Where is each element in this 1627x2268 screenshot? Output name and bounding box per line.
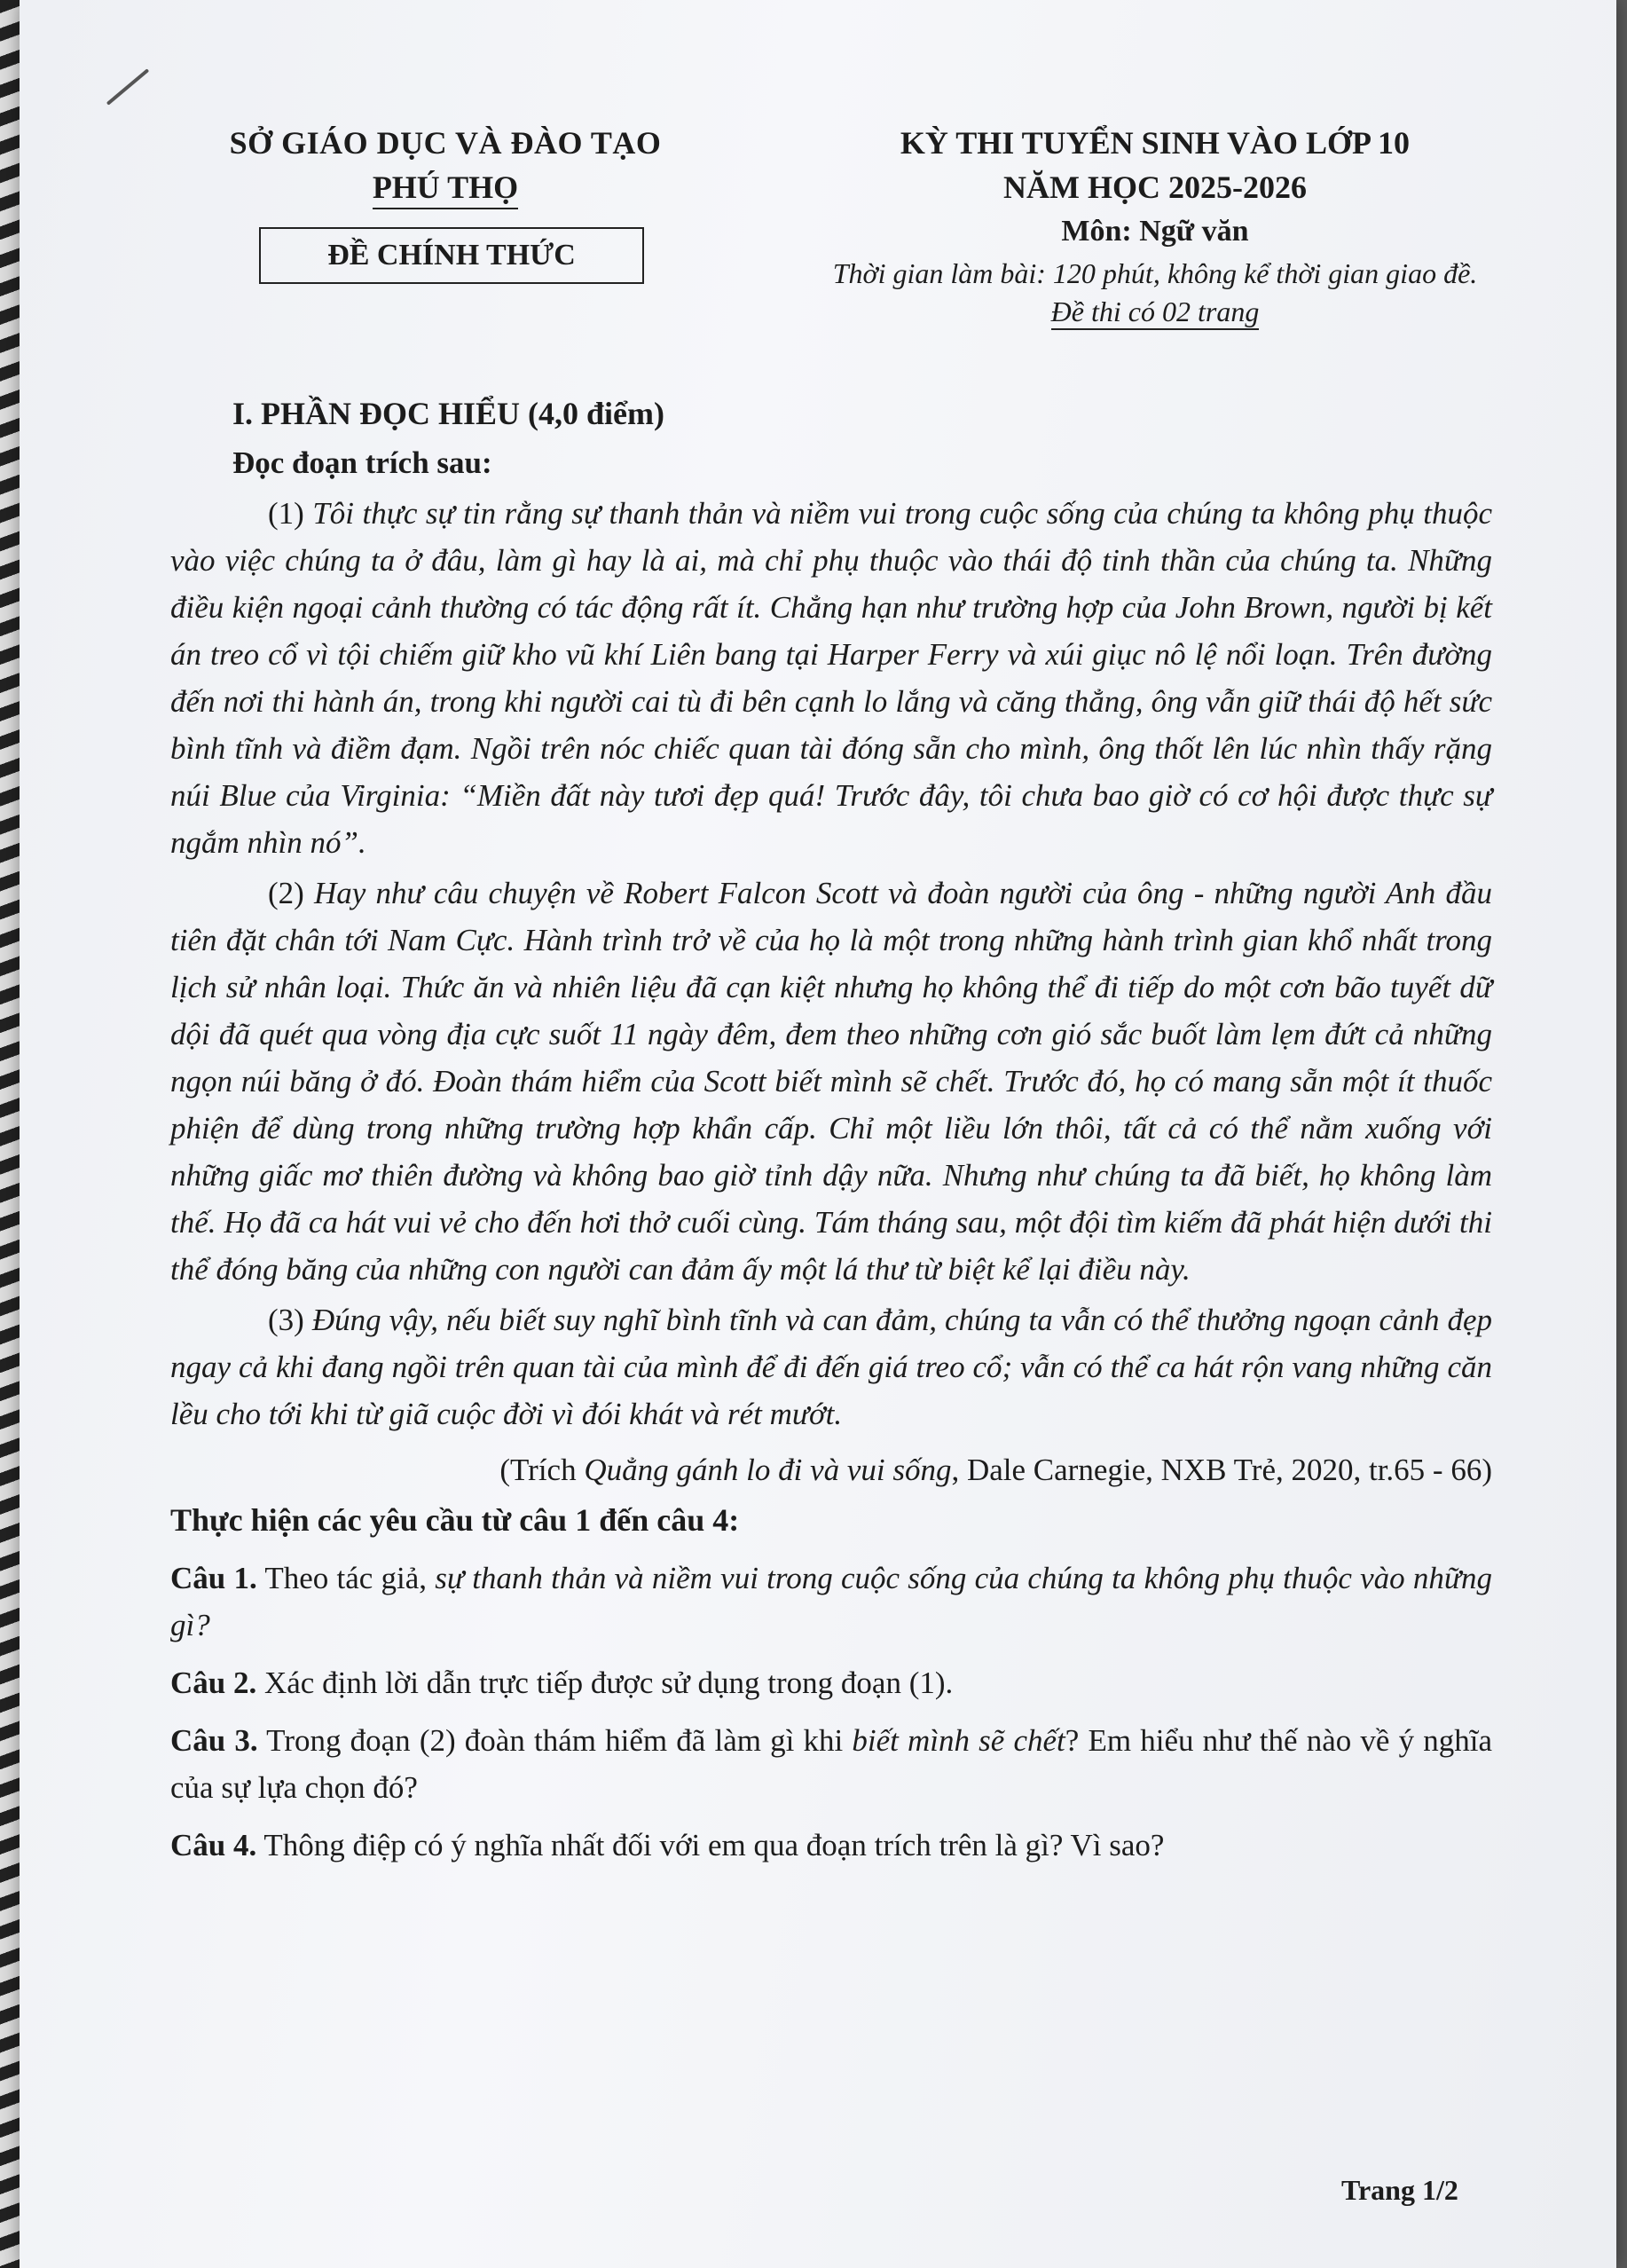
passage-paragraph (170, 870, 1492, 1293)
source-suffix: , Dale Carnegie, NXB Trẻ, 2020, tr.65 - 66) (951, 1453, 1492, 1487)
question-label: Câu 2. (170, 1666, 257, 1700)
subject: Môn: Ngữ văn (1061, 215, 1249, 248)
question-3 (170, 1717, 1492, 1811)
official-exam-box: ĐỀ CHÍNH THỨC (259, 227, 644, 284)
question-text: Thông điệp có ý nghĩa nhất đối với em qua đoạn trích trên là gì? Vì sao? (256, 1828, 1165, 1862)
paragraph-number: (2) (268, 876, 304, 910)
paragraph-text: Tôi thực sự tin rằng sự thanh thản và niềm vui trong cuộc sống của chúng ta không phụ thuộc vào việc chúng ta ở đâu, làm gì hay là ai, mà chỉ phụ thuộc vào thái độ tinh thần của chúng ta. Những điều kiện ngoại cảnh thường có tác động rất ít. Chẳng hạn như trường hợp của John Brown, người bị kết án treo cổ vì tội chiếm giữ kho vũ khí Liên bang tại Harper Ferry và xúi giục nô lệ nổi loạn. Trên đường đến nơi thi hành án, trong khi người cai tù đi bên cạnh lo lắng và căng thẳng, ông vẫn giữ thái độ hết sức bình tĩnh và điềm đạm. Ngồi trên nóc chiếc quan tài đóng sẵn cho mình, ông thốt lên lúc nhìn thấy rặng núi Blue của Virginia: “Miền đất này tươi đẹp quá! Trước đây, tôi chưa bao giờ có cơ hội được thực sự ngắm nhìn nó”. (170, 496, 1492, 860)
page-number: Trang 1/2 (1341, 2174, 1458, 2206)
question-1 (170, 1555, 1492, 1649)
passage-paragraph (170, 490, 1492, 866)
question-4 (170, 1822, 1492, 1869)
question-italic: sự thanh thản và niềm vui trong cuộc sống của chúng ta không phụ thuộc vào những gì? (170, 1561, 1492, 1642)
source-prefix: (Trích (499, 1453, 585, 1487)
pages-note: Đề thi có 02 trang (1051, 295, 1260, 330)
source-citation (170, 1446, 1492, 1493)
question-text: Trong đoạn (2) đoàn thám hiểm đã làm gì khi (257, 1723, 853, 1758)
question-label: Câu 4. (170, 1828, 257, 1862)
question-text-end: ? Em hiểu như thế nào về ý nghĩa của sự lựa chọn đó? (170, 1723, 1492, 1805)
source-work-title: Quẳng gánh lo đi và vui sống (584, 1453, 952, 1487)
paragraph-number: (1) (268, 496, 304, 531)
department-name: SỞ GIÁO DỤC VÀ ĐÀO TẠO (229, 125, 662, 161)
paragraph-text: Hay như câu chuyện về Robert Falcon Scott và đoàn người của ông - những người Anh đầu tiên đặt chân tới Nam Cực. Hành trình trở về của họ là một trong những hành trình gian khổ nhất trong lịch sử nhân loại. Thức ăn và nhiên liệu đã cạn kiệt nhưng họ không thể đi tiếp do một cơn bão tuyết dữ dội đã quét qua vòng địa cực suốt 11 ngày đêm, đem theo những cơn gió sắc buốt làm lẹm đứt cả những ngọn núi băng ở đó. Đoàn thám hiểm của Scott biết mình sẽ chết. Trước đó, họ có mang sẵn một ít thuốc phiện để dùng trong những trường hợp khẩn cấp. Chỉ một liều lớn thôi, tất cả có thể nằm xuống với những giấc mơ thiên đường và không bao giờ tỉnh dậy nữa. Nhưng như chúng ta đã biết, họ không làm thế. Họ đã ca hát vui vẻ cho đến hơi thở cuối cùng. Tám tháng sau, một đội tìm kiếm đã phát hiện dưới thi thể đóng băng của những con người can đảm ấy một lá thư từ biệt kể lại điều này. (170, 876, 1492, 1287)
question-2 (170, 1659, 1492, 1706)
school-year: NĂM HỌC 2025-2026 (1003, 169, 1307, 205)
duration: Thời gian làm bài: 120 phút, không kể thời gian giao đề. (832, 257, 1478, 289)
question-text: Theo tác giả, (256, 1561, 436, 1595)
question-label: Câu 3. (170, 1723, 258, 1758)
question-text: Xác định lời dẫn trực tiếp được sử dụng trong đoạn (1). (256, 1666, 954, 1700)
question-label: Câu 1. (170, 1561, 257, 1595)
question-italic: biết mình sẽ chết (852, 1723, 1065, 1758)
pen-mark (106, 68, 150, 106)
paragraph-text: Đúng vậy, nếu biết suy nghĩ bình tĩnh và can đảm, chúng ta vẫn có thể thưởng ngoạn cảnh đẹp ngay cả khi đang ngồi trên quan tài của mình để đi đến giá treo cổ; vẫn có thể ca hát rộn vang những căn lều cho tới khi từ giã cuộc đời vì đói khát và rét mướt. (170, 1303, 1493, 1431)
paragraph-number: (3) (268, 1303, 304, 1337)
exam-title: KỲ THI TUYỂN SINH VÀO LỚP 10 (900, 125, 1411, 161)
province-name: PHÚ THỌ (373, 169, 518, 209)
read-label: Đọc đoạn trích sau: (232, 445, 492, 480)
task-instruction: Thực hiện các yêu cầu từ câu 1 đến câu 4: (170, 1502, 740, 1538)
section-title: I. PHẦN ĐỌC HIỂU (4,0 điểm) (232, 396, 664, 431)
header-left (197, 124, 694, 209)
page-edge-shadow (0, 0, 20, 2268)
exam-body (170, 390, 1492, 1869)
header-right (747, 124, 1563, 330)
passage-paragraph (170, 1296, 1492, 1437)
exam-page (20, 0, 1616, 2268)
